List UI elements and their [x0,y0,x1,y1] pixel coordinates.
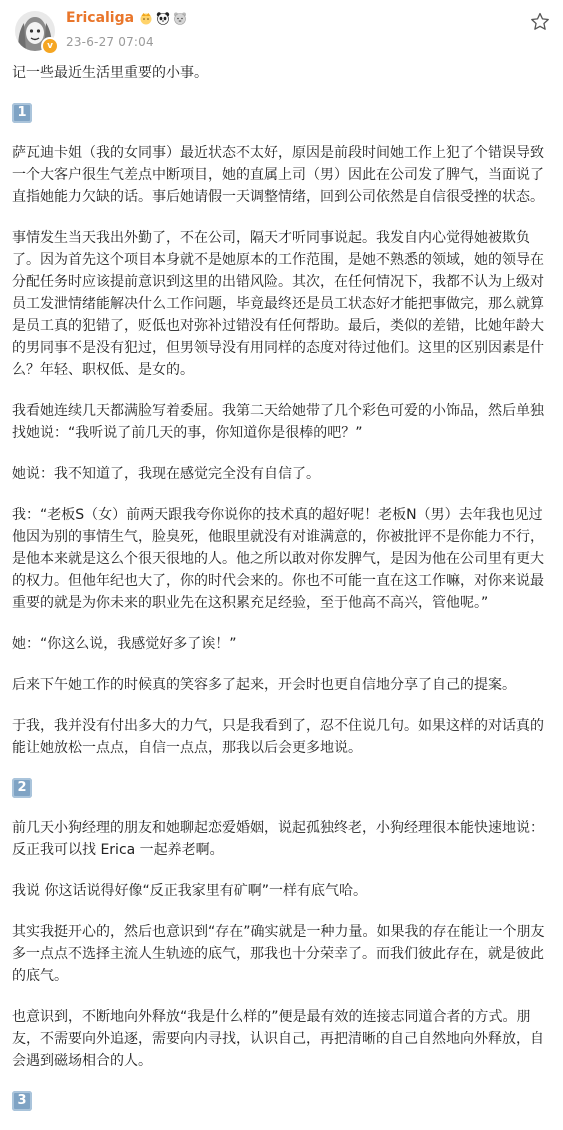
favorite-star-icon[interactable] [529,11,551,33]
paragraph-11: 其实我挺开心的，然后也意识到“存在”确实就是一种力量。如果我的存在能让一个朋友多一点点不选择主流人生轨迹的底气，那我也十分荣幸了。而我们彼此存在，就是彼此的底气。 [12,924,545,984]
paragraph-10: 我说 你这话说得好像“反正我家里有矿啊”一样有底气哈。 [12,883,367,899]
paragraph-8: 于我，我并没有付出多大的力气，只是我看到了，忍不住说几句。如果这样的对话真的能让她放松一点点，自信一点点，那我以后会更多地说。 [12,718,544,756]
paragraph-4: 她说：我不知道了，我现在感觉完全没有自信了。 [12,466,320,482]
verified-badge: v [41,37,59,55]
section-2-badge: 2 [12,778,32,798]
username[interactable]: Ericaliga [66,10,135,26]
username-row[interactable] [66,10,187,26]
paragraph-5: 我：“老板S（女）前两天跟我夸你说你的技术真的超好呢！老板N（男）去年我也见过他因为别的事情生气，脸臭死，他眼里就没有对谁满意的，你被批评不是你能力不行，是他本来就是这么个很天很地的人。他之所以敢对你发脾气，是因为他在公司里有更大的权力。但他年纪也大了，你的时代会来的。你也不可能一直在这工作嘛，对你来说最重要的就是为你未来的职业先在这积累充足经验，至于他高不高兴，管他呢。” [12,507,544,611]
section-3-badge: 3 [12,1091,32,1111]
section-1-badge: 1 [12,103,32,123]
paragraph-1: 萨瓦迪卡姐（我的女同事）最近状态不太好，原因是前段时间她工作上犯了个错误导致一个大客户很生气差点中断项目，她的直属上司（男）因此在公司发了脾气，当面说了直指她能力欠缺的话。事后她请假一天调整情绪，回到公司依然是自信很受挫的状态。 [12,145,544,205]
bear-emoji-icon [173,11,187,25]
crown-emoji-icon [139,11,153,25]
paragraph-6: 她：“你这么说，我感觉好多了诶！” [12,636,237,652]
panda-emoji-icon [156,11,170,25]
paragraph-9: 前几天小狗经理的朋友和她聊起恋爱婚姻，说起孤独终老，小狗经理很本能快速地说：反正我可以找 Erica 一起养老啊。 [12,820,544,858]
post-body [12,62,552,1130]
paragraph-7: 后来下午她工作的时候真的笑容多了起来，开会时也更自信地分享了自己的提案。 [12,677,516,693]
intro-text: 记一些最近生活里重要的小事。 [12,65,208,81]
post-timestamp: 23-6-27 07:04 [66,35,154,49]
post-header [0,0,563,58]
paragraph-3: 我看她连续几天都满脸写着委屈。我第二天给她带了几个彩色可爱的小饰品，然后单独找她说：“我听说了前几天的事，你知道你是很棒的吧？” [12,403,544,441]
paragraph-2: 事情发生当天我出外勤了，不在公司，隔天才听同事说起。我发自内心觉得她被欺负了。因为首先这个项目本身就不是她原本的工作范围，是她不熟悉的领域，她的领导在分配任务时应该提前意识到这里的出错风险。其次，在任何情况下，我都不认为上级对员工发泄情绪能解决什么工作问题，毕竟最终还是员工状态好才能把事做完，那么就算是员工真的犯错了，贬低也对弥补过错没有任何帮助。最后，类似的差错，比她年龄大的男同事不是没有犯过，但男领导没有用同样的态度对待过他们。这里的区别因素是什么？年轻、职权低、是女的。 [12,230,544,378]
paragraph-12: 也意识到，不断地向外释放“我是什么样的”便是最有效的连接志同道合者的方式。朋友，不需要向外追逐，需要向内寻找，认识自己，再把清晰的自己自然地向外释放，自会遇到磁场相合的人。 [12,1009,544,1069]
